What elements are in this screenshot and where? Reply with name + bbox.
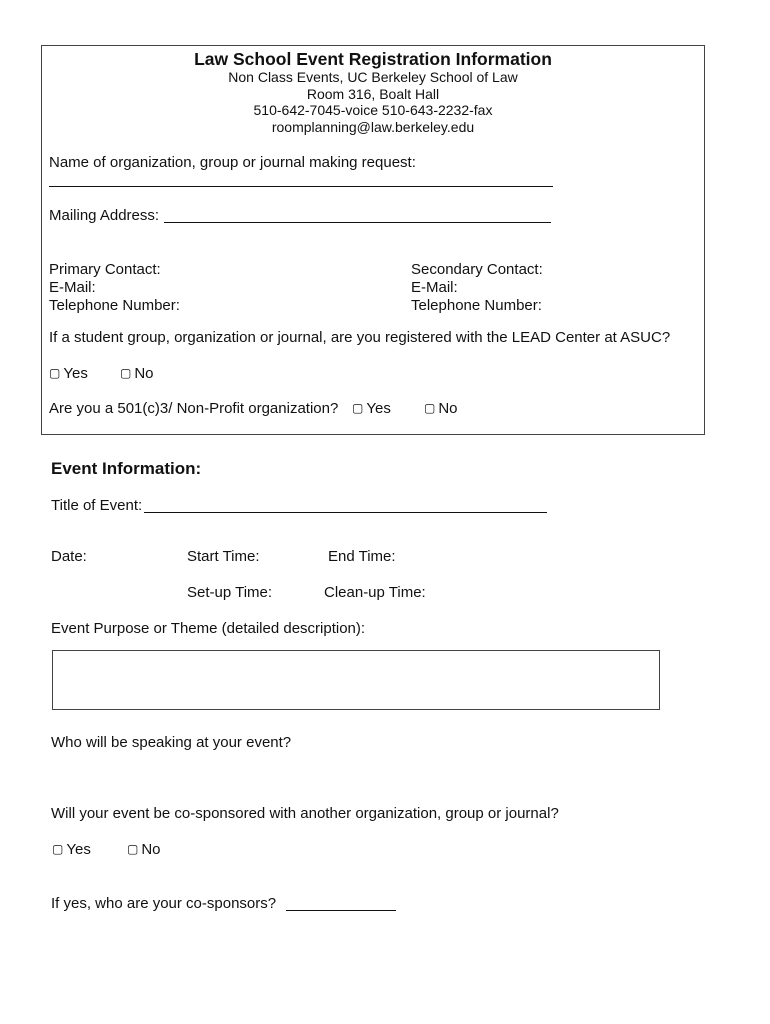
lead-no-label: No	[134, 365, 154, 382]
date-label: Date:	[51, 548, 87, 565]
speakers-question: Who will be speaking at your event?	[51, 734, 292, 751]
lead-no-option[interactable]	[120, 366, 154, 381]
checkbox-icon[interactable]: ▢	[52, 842, 64, 856]
secondary-email-label: E-Mail:	[411, 279, 458, 296]
cosponsors-label: If yes, who are your co-sponsors?	[51, 895, 277, 912]
purpose-label: Event Purpose or Theme (detailed description):	[51, 620, 366, 637]
office-name: Non Class Events, UC Berkeley School of Law	[228, 69, 518, 85]
checkbox-icon[interactable]: ▢	[127, 842, 139, 856]
event-title-label: Title of Event:	[51, 497, 143, 514]
event-info-heading: Event Information:	[51, 459, 202, 478]
lead-yes-label: Yes	[63, 365, 88, 382]
office-email: roomplanning@law.berkeley.edu	[271, 119, 475, 135]
primary-contact-label: Primary Contact:	[49, 261, 161, 278]
checkbox-icon[interactable]: ▢	[49, 366, 61, 380]
primary-phone-label: Telephone Number:	[49, 297, 180, 314]
cosponsor-no-label: No	[141, 841, 161, 858]
mailing-address-field[interactable]	[164, 222, 551, 223]
secondary-phone-label: Telephone Number:	[411, 297, 542, 314]
nonprofit-no-option[interactable]	[424, 401, 458, 416]
org-name-label: Name of organization, group or journal making request:	[49, 154, 416, 171]
office-room: Room 316, Boalt Hall	[306, 86, 440, 102]
lead-yes-option[interactable]	[49, 366, 88, 381]
org-name-field[interactable]	[49, 186, 553, 187]
nonprofit-yes-label: Yes	[366, 400, 391, 417]
mailing-address-label: Mailing Address:	[49, 207, 160, 224]
cosponsor-no-option[interactable]	[127, 842, 161, 857]
start-time-label: Start Time:	[187, 548, 260, 565]
lead-center-question: If a student group, organization or journal, are you registered with the LEAD Center at ASUC?	[49, 329, 671, 346]
primary-email-label: E-Mail:	[49, 279, 96, 296]
nonprofit-yes-option[interactable]	[352, 401, 391, 416]
form-title: Law School Event Registration Information	[194, 49, 552, 69]
cleanup-time-label: Clean-up Time:	[324, 584, 426, 601]
cosponsor-yes-label: Yes	[66, 841, 91, 858]
checkbox-icon[interactable]: ▢	[424, 401, 436, 415]
end-time-label: End Time:	[328, 548, 396, 565]
checkbox-icon[interactable]: ▢	[120, 366, 132, 380]
cosponsor-yes-option[interactable]	[52, 842, 91, 857]
office-phone-fax: 510-642-7045-voice 510-643-2232-fax	[253, 102, 493, 118]
cosponsors-field[interactable]	[286, 910, 396, 911]
nonprofit-no-label: No	[438, 400, 458, 417]
nonprofit-question: Are you a 501(c)3/ Non-Profit organization?	[49, 400, 339, 417]
checkbox-icon[interactable]: ▢	[352, 401, 364, 415]
secondary-contact-label: Secondary Contact:	[411, 261, 543, 278]
setup-time-label: Set-up Time:	[187, 584, 273, 601]
event-title-field[interactable]	[144, 512, 547, 513]
cosponsor-question: Will your event be co-sponsored with another organization, group or journal?	[51, 805, 559, 822]
purpose-textarea[interactable]	[52, 650, 660, 710]
